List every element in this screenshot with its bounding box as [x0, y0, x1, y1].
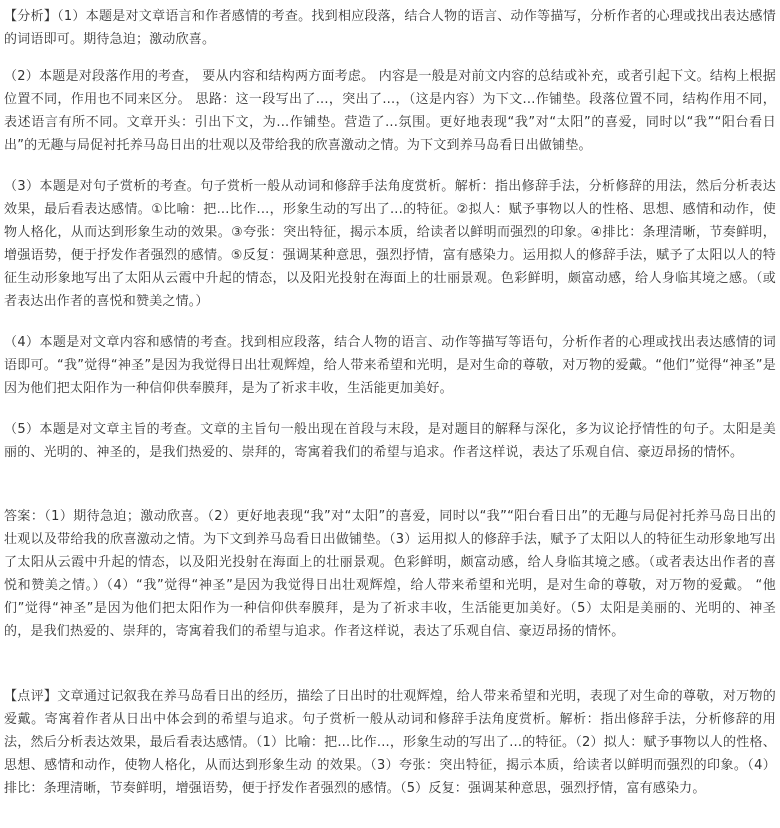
analysis-part-5: （5）本题是对文章主旨的考查。文章的主旨句一般出现在首段与末段，是对题目的解释与深化，多为议论抒情性的句子。太阳是美丽的、光明的、神圣的，是我们热爱的、崇拜的，寄寓着我们的希望与追求。作者这样说，表达了乐观自信、豪迈昂扬的情怀。: [4, 422, 776, 460]
analysis-part-1: 【分析】（1）本题是对文章语言和作者感情的考查。找到相应段落，结合人物的语言、动作等描写，分析作者的心理或找出表达感情的词语即可。期待急迫；激动欣喜。: [4, 9, 776, 47]
comment-paragraph: 【点评】文章通过记叙我在养马岛看日出的经历，描绘了日出时的壮观辉煌，给人带来希望和光明，表现了对生命的尊敬，对万物的爱戴。寄寓着作者从日出中体会到的希望与追求。句子赏析一般从动词和修辞手法角度赏析。解析：指出修辞手法，分析修辞的用法，然后分析表达效果，最后看表达感情。（1）比喻：把...比作...，形象生动的写出了...的特征。（2）拟人：赋予事物以人的性格、思想、感情和动作，使物人格化，从而达到形象生动 的效果。（3）夸张：突出特征，揭示本质，给读者以鲜明而强烈的印象。（4）排比：条理清晰，节奏鲜明，增强语势，便于抒发作者强烈的感情。（5）反复：强调某种意思，强烈抒情，富有感染力。: [4, 689, 776, 796]
analysis-part-3: （3）本题是对句子赏析的考查。句子赏析一般从动词和修辞手法角度赏析。解析：指出修辞手法，分析修辞的用法，然后分析表达效果，最后看表达感情。①比喻：把...比作...，形象生动的写出了...的特征。②拟人：赋予事物以人的性格、思想、感情和动作，使物人格化，从而达到形象生动的效果。③夸张：突出特征，揭示本质，给读者以鲜明而强烈的印象。④排比：条理清晰，节奏鲜明，增强语势，便于抒发作者强烈的感情。⑤反复：强调某种意思，强烈抒情，富有感染力。运用拟人的修辞手法，赋予了太阳以人的特征生动形象地写出了太阳从云霞中升起的情态，以及阳光投射在海面上的壮丽景观。色彩鲜明，颇富动感，给人身临其境之感。（或者表达出作者的喜悦和赞美之情。）: [4, 179, 776, 309]
answer-paragraph: 答案：（1）期待急迫；激动欣喜。（2）更好地表现“我”对“太阳”的喜爱，同时以“我”“阳台看日出”的无趣与局促衬托养马岛日出的壮观以及带给我的欣喜激动之情。为下文到养马岛看日出做铺垫。（3）运用拟人的修辞手法，赋予了太阳以人的特征生动形象地写出了太阳从云霞中升起的情态，以及阳光投射在海面上的壮丽景观。色彩鲜明，颇富动感，给人身临其境之感。（或者表达出作者的喜悦和赞美之情。）（4）“我”觉得“神圣”是因为我觉得日出壮观辉煌，给人带来希望和光明，是对生命的尊敬，对万物的爱戴。 “他们”觉得“神圣”是因为他们把太阳作为一种信仰供奉膜拜，是为了祈求丰收，生活能更加美好。（5）太阳是美丽的、光明的、神圣的，是我们热爱的、崇拜的，寄寓着我们的希望与追求。作者这样说，表达了乐观自信、豪迈昂扬的情怀。: [4, 509, 776, 639]
analysis-part-4: （4）本题是对文章内容和感情的考查。找到相应段落，结合人物的语言、动作等描写等语句，分析作者的心理或找出表达感情的词语即可。“我”觉得“神圣”是因为我觉得日出壮观辉煌，给人带来希望和光明，是对生命的尊敬，对万物的爱戴。“他们”觉得“神圣”是因为他们把太阳作为一种信仰供奉膜拜，是为了祈求丰收，生活能更加美好。: [4, 335, 776, 396]
analysis-part-2: （2）本题是对段落作用的考查， 要从内容和结构两方面考虑。 内容是一般是对前文内容的总结或补充，或者引起下文。结构上根据位置不同，作用也不同来区分。 思路：这一段写出了...，突出了...，（这是内容）为下文...作铺垫。段落位置不同，结构作用不同，表述语言有所不同。文章开头：引出下文，为...作铺垫。营造了...氛围。更好地表现“我”对“太阳”的喜爱，同时以“我”“阳台看日出”的无趣与局促衬托养马岛日出的壮观以及带给我的欣喜激动之情。为下文到养马岛看日出做铺垫。: [4, 69, 776, 153]
